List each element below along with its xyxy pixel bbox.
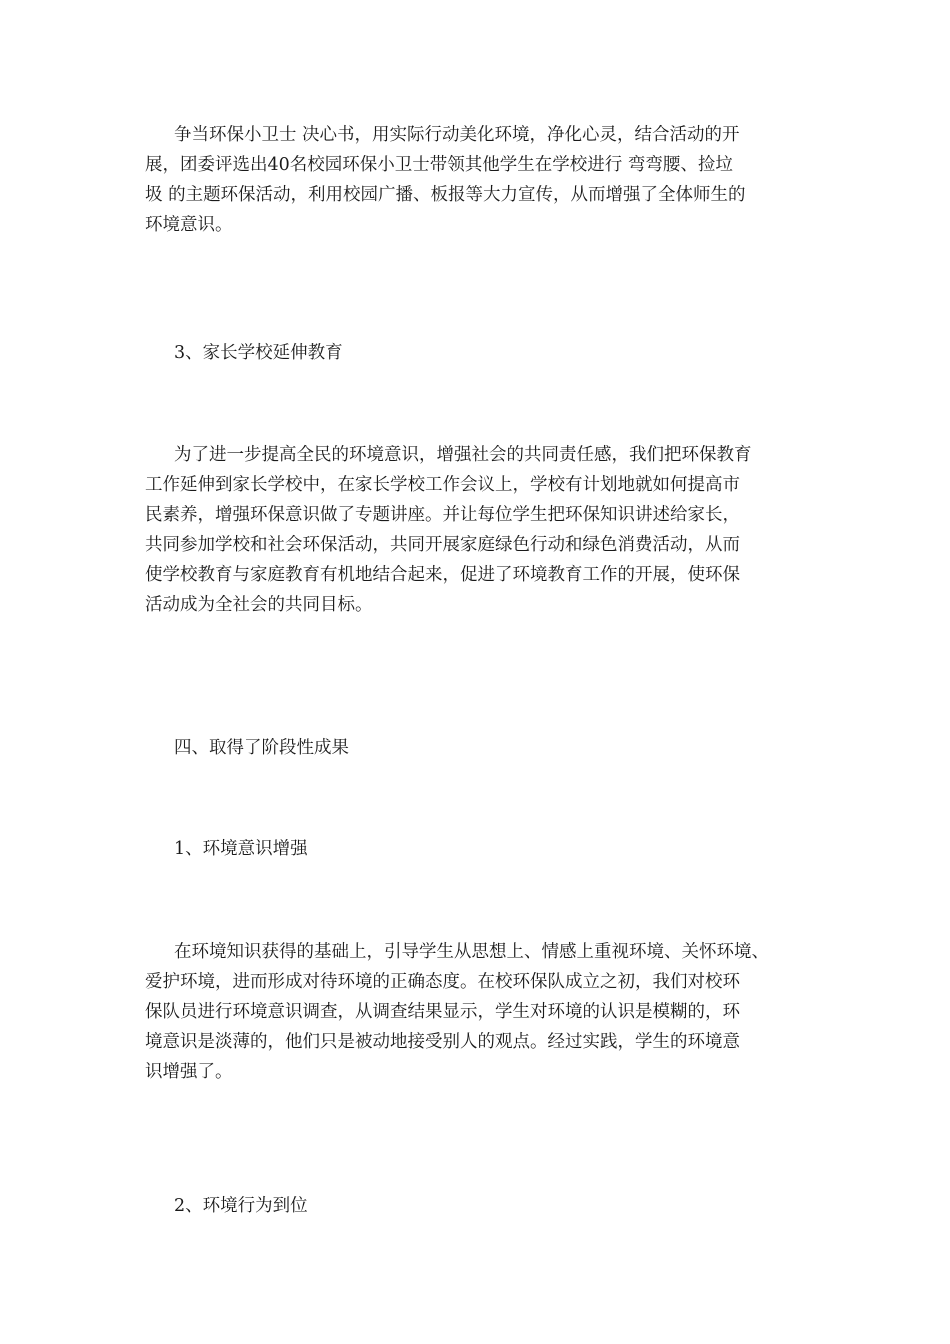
paragraph-line: 民素养，增强环保意识做了专题讲座。并让每位学生把环保知识讲述给家长， — [145, 505, 740, 525]
paragraph-line: 爱护环境，进而形成对待环境的正确态度。在校环保队成立之初，我们对校环 — [145, 972, 740, 992]
paragraph-line: 在环境知识获得的基础上，引导学生从思想上、情感上重视环境、关怀环境、 — [174, 942, 769, 962]
subsection-heading-behavior: 2、环境行为到位 — [174, 1196, 308, 1216]
paragraph-line: 圾 的主题环保活动，利用校园广播、板报等大力宣传，从而增强了全体师生的 — [145, 185, 746, 205]
paragraph-line: 识增强了。 — [145, 1062, 233, 1082]
paragraph-line: 为了进一步提高全民的环境意识，增强社会的共同责任感，我们把环保教育 — [174, 445, 752, 465]
paragraph-line: 共同参加学校和社会环保活动，共同开展家庭绿色行动和绿色消费活动，从而 — [145, 535, 740, 555]
section-heading-parent-school: 3、家长学校延伸教育 — [174, 343, 343, 363]
subsection-heading-awareness: 1、环境意识增强 — [174, 839, 308, 859]
section-heading-results: 四、取得了阶段性成果 — [174, 738, 349, 758]
paragraph-line: 环境意识。 — [145, 215, 233, 235]
paragraph-parent-school — [145, 440, 815, 620]
paragraph-awareness — [145, 937, 815, 1087]
paragraph-line: 保队员进行环境意识调查，从调查结果显示，学生对环境的认识是模糊的，环 — [145, 1002, 740, 1022]
paragraph-line: 争当环保小卫士 决心书，用实际行动美化环境，净化心灵，结合活动的开 — [174, 125, 740, 145]
paragraph-line: 展，团委评选出40名校园环保小卫士带领其他学生在学校进行 弯弯腰、捡垃 — [145, 155, 733, 175]
paragraph-line: 活动成为全社会的共同目标。 — [145, 595, 373, 615]
paragraph-environmental-guardians — [145, 120, 815, 240]
paragraph-line: 工作延伸到家长学校中，在家长学校工作会议上，学校有计划地就如何提高市 — [145, 475, 740, 495]
paragraph-line: 使学校教育与家庭教育有机地结合起来，促进了环境教育工作的开展，使环保 — [145, 565, 740, 585]
paragraph-line: 境意识是淡薄的，他们只是被动地接受别人的观点。经过实践，学生的环境意 — [145, 1032, 740, 1052]
